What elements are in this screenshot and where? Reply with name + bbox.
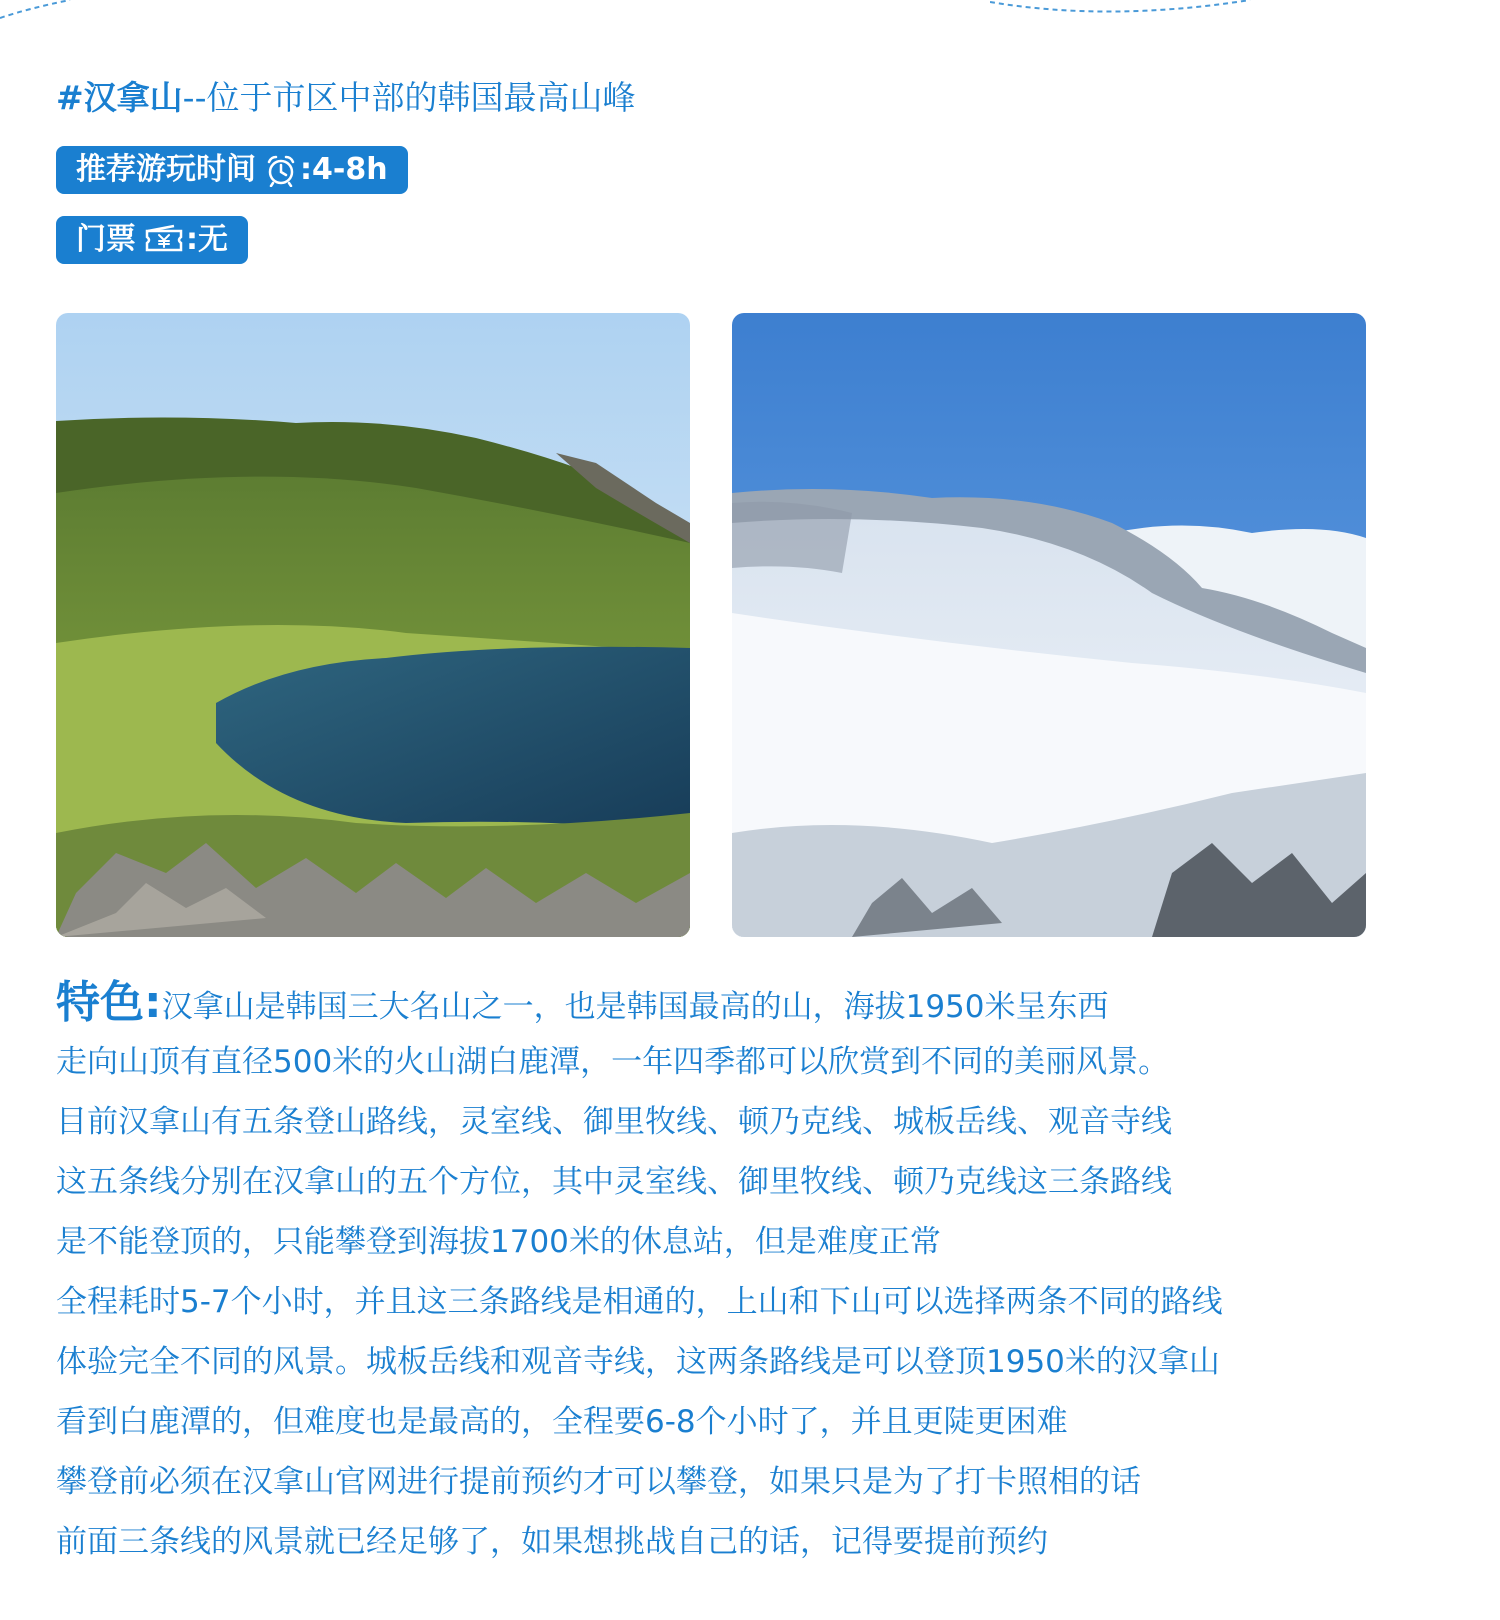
alarm-clock-icon: [264, 153, 298, 187]
description-line-6: 全程耗时5-7个小时，并且这三条路线是相通的，上山和下山可以选择两条不同的路线: [56, 1284, 1223, 1320]
decorative-dashed-arc-left: [0, 0, 80, 20]
photo-snowy-crater: [732, 313, 1366, 937]
description-line-5: 是不能登顶的，只能攀登到海拔1700米的休息站，但是难度正常: [56, 1224, 941, 1260]
feature-description: [56, 978, 1456, 1572]
feature-label: 特色:: [56, 977, 162, 1028]
description-line-7: 体验完全不同的风景。城板岳线和观音寺线，这两条路线是可以登顶1950米的汉拿山: [56, 1344, 1220, 1380]
photo-green-crater-lake: [56, 313, 690, 937]
description-line-3: 目前汉拿山有五条登山路线，灵室线、御里牧线、顿乃克线、城板岳线、观音寺线: [56, 1104, 1172, 1140]
page-title: [56, 72, 635, 119]
description-line-4: 这五条线分别在汉拿山的五个方位，其中灵室线、御里牧线、顿乃克线这三条路线: [56, 1164, 1172, 1200]
description-line-8: 看到白鹿潭的，但难度也是最高的，全程要6-8个小时了，并且更陡更困难: [56, 1404, 1068, 1440]
ticket-icon: [144, 223, 184, 257]
ticket-label: 门票: [76, 222, 136, 257]
ticket-badge: [56, 216, 248, 264]
description-line-1: [56, 978, 1456, 1032]
description-line-2: 走向山顶有直径500米的火山湖白鹿潭，一年四季都可以欣赏到不同的美丽风景。: [56, 1044, 1170, 1080]
description-line-9: 攀登前必须在汉拿山官网进行提前预约才可以攀登，如果只是为了打卡照相的话: [56, 1464, 1141, 1500]
recommended-time-label: 推荐游玩时间: [76, 152, 256, 187]
recommended-time-value: :4-8h: [300, 152, 388, 187]
title-subtitle: --位于市区中部的韩国最高山峰: [182, 78, 636, 117]
description-line-10: 前面三条线的风景就已经足够了，如果想挑战自己的话，记得要提前预约: [56, 1524, 1048, 1560]
recommended-time-badge: [56, 146, 408, 194]
title-hash: #汉拿山: [56, 78, 183, 117]
ticket-value: :无: [186, 222, 228, 257]
description-text-1: 汉拿山是韩国三大名山之一，也是韩国最高的山，海拔1950米呈东西: [161, 989, 1109, 1025]
decorative-dashed-arc-right: [990, 0, 1260, 20]
